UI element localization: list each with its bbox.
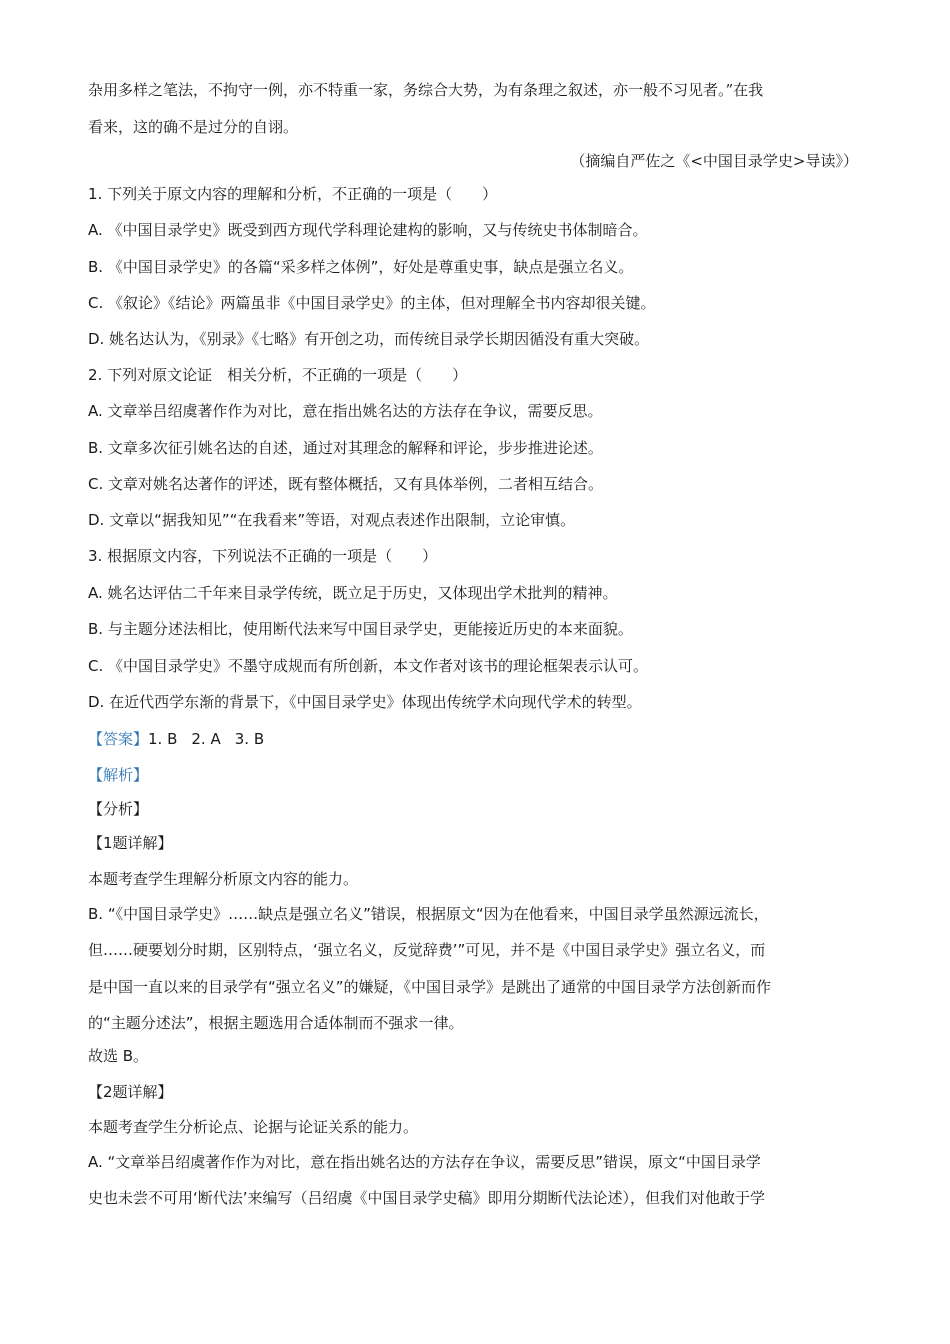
question-1-stem: 1. 下列关于原文内容的理解和分析，不正确的一项是（ ） (88, 185, 498, 203)
question-2-stem: 2. 下列对原文论证 相关分析，不正确的一项是（ ） (88, 366, 468, 384)
question-2-option-c: C. 文章对姚名达著作的评述，既有整体概括，又有具体举例，二者相互结合。 (88, 475, 604, 493)
answer-item-2: 2. A (191, 730, 221, 748)
answer-item-1: 1. B (148, 730, 178, 748)
q1-body-line-3: 是中国一直以来的目录学有“强立名义”的嫌疑，《中国目录学》是跳出了通常的中国目录学方法创新而作 (88, 978, 772, 996)
q1-body-line-2: 但……硬要划分时期，区别特点，‘强立名义，反觉辞费’”可见，并不是《中国目录学史》强立名义，而 (88, 941, 766, 959)
q2-detail-heading: 【2题详解】 (88, 1083, 173, 1101)
answer-item-3: 3. B (234, 730, 265, 748)
question-3-option-b: B. 与主题分述法相比，使用断代法来写中国目录学史，更能接近历史的本来面貌。 (88, 620, 633, 638)
question-1-option-a: A. 《中国目录学史》既受到西方现代学科理论建构的影响，又与传统史书体制暗合。 (88, 221, 648, 239)
q1-conclusion: 故选 B。 (88, 1047, 149, 1065)
question-1-option-c: C. 《叙论》《结论》两篇虽非《中国目录学史》的主体，但对理解全书内容却很关键。 (88, 294, 656, 312)
q1-detail-heading: 【1题详解】 (88, 834, 173, 852)
passage-line-1: 杂用多样之笔法，不拘守一例，亦不特重一家，务综合大势，为有条理之叙述，亦一般不习见者。”在我 (88, 81, 764, 99)
question-2-option-d: D. 文章以“据我知见”“在我看来”等语，对观点表述作出限制，立论审慎。 (88, 511, 576, 529)
q1-body-line-1: B. “《中国目录学史》……缺点是强立名义”错误，根据原文“因为在他看来，中国目录学虽然源远流长， (88, 905, 769, 923)
question-3-option-c: C. 《中国目录学史》不墨守成规而有所创新，本文作者对该书的理论框架表示认可。 (88, 657, 649, 675)
q2-body-line-2: 史也未尝不可用‘断代法’来编写（吕绍虞《中国目录学史稿》即用分期断代法论述），但我们对他敢于学 (88, 1189, 766, 1207)
analysis-fenxi: 【分析】 (88, 800, 149, 818)
q1-body-line-4: 的“主题分述法”，根据主题选用合适体制而不强求一律。 (88, 1014, 464, 1032)
question-2-option-b: B. 文章多次征引姚名达的自述，通过对其理念的解释和评论，步步推进论述。 (88, 439, 603, 457)
q2-body-line-1: A. “文章举吕绍虞著作作为对比，意在指出姚名达的方法存在争议，需要反思”错误，原文“中国目录学 (88, 1153, 761, 1171)
answer-line (88, 729, 264, 749)
question-1-option-d: D. 姚名达认为，《别录》《七略》有开创之功，而传统目录学长期因循没有重大突破。 (88, 330, 650, 348)
question-2-option-a: A. 文章举吕绍虞著作作为对比，意在指出姚名达的方法存在争议，需要反思。 (88, 402, 603, 420)
q1-intro: 本题考查学生理解分析原文内容的能力。 (88, 870, 359, 888)
question-3-option-a: A. 姚名达评估二千年来目录学传统，既立足于历史，又体现出学术批判的精神。 (88, 584, 618, 602)
passage-source: （摘编自严佐之《<中国目录学史>导读》） (570, 152, 858, 170)
answer-tag: 【答案】 (88, 730, 149, 748)
q2-intro: 本题考查学生分析论点、论据与论证关系的能力。 (88, 1118, 419, 1136)
passage-line-2: 看来，这的确不是过分的自诩。 (88, 118, 299, 136)
question-1-option-b: B. 《中国目录学史》的各篇“采多样之体例”，好处是尊重史事，缺点是强立名义。 (88, 258, 634, 276)
analysis-tag: 【解析】 (88, 766, 149, 784)
question-3-stem: 3. 根据原文内容，下列说法不正确的一项是（ ） (88, 547, 438, 565)
question-3-option-d: D. 在近代西学东渐的背景下，《中国目录学史》体现出传统学术向现代学术的转型。 (88, 693, 642, 711)
